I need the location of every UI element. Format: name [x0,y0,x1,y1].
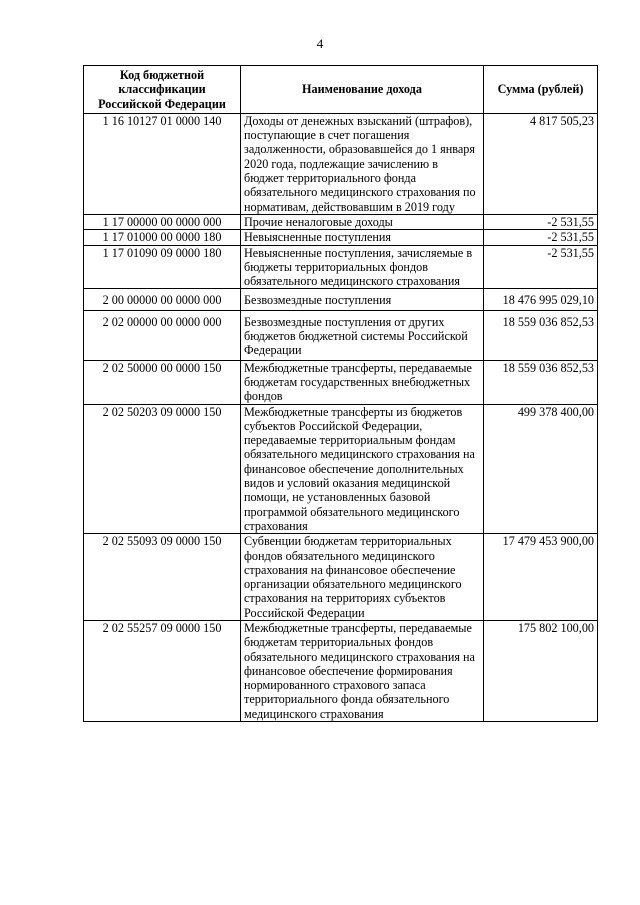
row-name: Невыясненные поступления [241,230,484,245]
row-sum: -2 531,55 [484,230,598,245]
table-row [84,289,598,310]
page-number: 4 [316,36,324,51]
row-sum: 18 476 995 029,10 [484,289,598,310]
row-code: 2 02 55093 09 0000 150 [84,534,241,621]
row-name: Доходы от денежных взысканий (штрафов), поступающие в счет погашения задолженности, образовавшейся до 1 января 2020 года, подлежащие зачислению в бюджет территориального фонда обязательного медицинского страхования по нормативам, действовавшим в 2019 году [241,113,484,214]
row-name: Межбюджетные трансферты из бюджетов субъектов Российской Федерации, передаваемые территориальным фондам обязательного медицинского страхования на финансовое обеспечение дополнительных видов и условий оказания медицинской помощи, не установленных базовой программой обязательного медицинского страхования [241,404,484,534]
row-name: Межбюджетные трансферты, передаваемые бюджетам государственных внебюджетных фондов [241,360,484,404]
table-row [84,245,598,289]
table-row [84,230,598,245]
table-row [84,620,598,721]
table-row [84,534,598,621]
row-code: 2 00 00000 00 0000 000 [84,289,241,310]
row-sum: -2 531,55 [484,214,598,229]
row-sum: 18 559 036 852,53 [484,360,598,404]
row-code: 2 02 50000 00 0000 150 [84,360,241,404]
row-sum: 175 802 100,00 [484,620,598,721]
row-code: 2 02 50203 09 0000 150 [84,404,241,534]
table-row [84,214,598,229]
row-sum: 499 378 400,00 [484,404,598,534]
row-code: 1 17 01000 00 0000 180 [84,230,241,245]
row-code: 2 02 55257 09 0000 150 [84,620,241,721]
row-sum: -2 531,55 [484,245,598,289]
row-name: Прочие неналоговые доходы [241,214,484,229]
row-code: 1 16 10127 01 0000 140 [84,113,241,214]
row-name: Безвозмездные поступления [241,289,484,310]
header-code: Код бюджетной классификации Российской Федерации [84,66,241,114]
row-code: 1 17 00000 00 0000 000 [84,214,241,229]
table-row [84,404,598,534]
revenue-table [83,65,598,722]
header-name: Наименование дохода [241,66,484,114]
row-name: Межбюджетные трансферты, передаваемые бюджетам территориальных фондов обязательного медицинского страхования на финансовое обеспечение формирования нормированного страхового запаса территориального фонда обязательного медицинского страхования [241,620,484,721]
row-code: 1 17 01090 09 0000 180 [84,245,241,289]
row-name: Невыясненные поступления, зачисляемые в бюджеты территориальных фондов обязательного медицинского страхования [241,245,484,289]
row-sum: 18 559 036 852,53 [484,310,598,360]
table-row [84,113,598,214]
table-row [84,310,598,360]
table-header-row [84,66,598,114]
row-name: Безвозмездные поступления от других бюджетов бюджетной системы Российской Федерации [241,310,484,360]
row-name: Субвенции бюджетам территориальных фондов обязательного медицинского страхования на финансовое обеспечение организации обязательного медицинского страхования на территориях субъектов Российской Федерации [241,534,484,621]
row-code: 2 02 00000 00 0000 000 [84,310,241,360]
row-sum: 4 817 505,23 [484,113,598,214]
header-sum: Сумма (рублей) [484,66,598,114]
table-row [84,360,598,404]
row-sum: 17 479 453 900,00 [484,534,598,621]
